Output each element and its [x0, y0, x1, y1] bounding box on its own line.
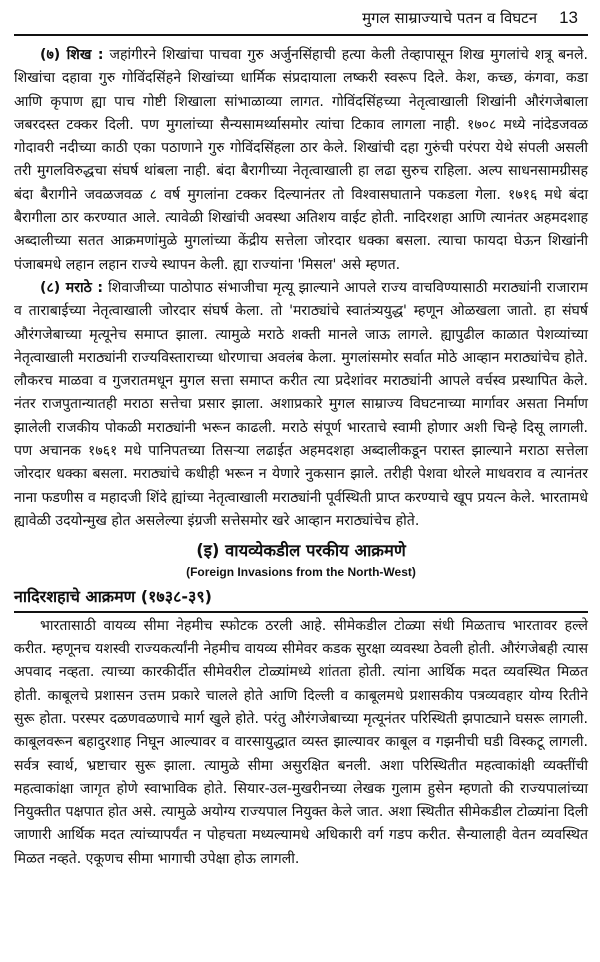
- sikh-lead: (७) शिख :: [40, 47, 104, 63]
- nadir-paragraph: भारतासाठी वायव्य सीमा नेहमीच स्फोटक ठरली आहे. सीमेकडील टोळ्या संधी मिळताच भारतावर हल्ले करीत. म्हणूनच यशस्वी राज्यकर्त्यांनी नेहमीच वायव्य सीमेवर कडक सुरक्षा व्यवस्था ठेवली होती. औरंगजेबही त्यास अपवाद नव्हता. त्याच्या कारकीर्दीत सीमेवरील टोळ्यांमध्ये शांतता होती. त्यांना आर्थिक मदत व्यवस्थित मिळत होती. काबूलचे प्रशासन उत्तम प्रकारे चालले होते आणि दिल्ली व काबूलमधे प्रशासकीय पत्रव्यवहार योग्य रितीने सुरू होता. परस्पर दळणवळणाचे मार्ग खुले होते. परंतु औरंगजेबाच्या मृत्यूनंतर परिस्थिती झपाट्याने घसरू लागली. काबूलवरून बहादुरशाह निघून आल्यावर व वारसायुद्धात व्यस्त झाल्यावर काबूल व गझनीची घडी विस्कटू लागली. सर्वत्र स्वार्थ, भ्रष्टाचार सुरू झाला. त्यामुळे सीमा असुरक्षित बनली. अशा परिस्थितीत महत्वाकांक्षी व्यक्तींची महत्वाकांक्षा जागृत होणे स्वाभाविक होते. सियार-उल-मुखरीनच्या लेखक गुलाम हुसेन म्हणतो की राज्यपालांच्या नियुक्तीत पक्षपात होत असे. त्यामुळे अयोग्य राज्यपाल नियुक्त केले जात. अशा स्थितीत सीमेकडील टोळ्यांना दिली जाणारी आर्थिक मदत त्यांच्यापर्यंत न पोहचता मध्यल्यामधे अधिकारी वर्ग गडप करीत. सैन्यालाही वेतन व्यवस्थित मिळत नव्हते. एकूणच सीमा भागाची उपेक्षा होऊ लागली.: [14, 617, 588, 867]
- running-header: [14, 8, 588, 32]
- nadir-heading-rule: [14, 611, 588, 613]
- running-title: मुगल साम्राज्याचे पतन व विघटन: [362, 9, 538, 27]
- maratha-paragraph: [14, 277, 588, 533]
- header-rule: [14, 34, 588, 36]
- section-heading: (इ) वायव्येकडील परकीय आक्रमणे: [196, 541, 406, 561]
- maratha-text: शिवाजीच्या पाठोपाठ संभाजीचा मृत्यू झाल्याने आपले राज्य वाचविण्यासाठी मराठ्यांनी राजाराम व ताराबाईच्या नेतृत्वाखाली जोरदार संघर्ष केला. तो 'मराठ्यांचे स्वातंत्र्ययुद्ध' म्हणून ओळखला जातो. हा संघर्ष औरंगजेबाच्या मृत्यूनेच समाप्त झाला. त्यामुळे मराठे शक्ती मानले जाऊ लागले. ह्यापुढील काळात पेशव्यांच्या नेतृत्वाखाली मराठ्यांनी राज्यविस्ताराच्या धोरणाचा अवलंब केला. मुगलांसमोर सर्वात मोठे आव्हान मराठ्यांचेच होते. लौकरच माळवा व गुजरातमधून मुगल सत्ता समाप्त करीत त्या प्रदेशांवर मराठ्यांनी आपले वर्चस्व प्रस्थापित केले. नंतर राजपुतान्यातही मराठा सत्तेचा प्रसार झाला. अशाप्रकारे मुगल साम्राज्य विघटनाच्या मार्गावर असता निर्माण झालेली राजकीय पोकळी मराठ्यांनी भरून काढली. मराठे संपूर्ण भारताचे स्वामी होणार अशी चिन्हे दिसू लागली. पण अचानक १७६१ मधे पानिपतच्या तिसऱ्या लढाईत अहमदशहा अब्दालीकडून परास्त झाल्याने मराठा सत्तेला जोरदार धक्का बसला. मराठ्यांचे कधीही भरून न येणारे नुकसान झाले. तरीही पेशवा थोरले माधवराव व त्यानंतर नाना फडणीस व महादजी शिंदे ह्यांच्या नेतृत्वाखाली मराठ्यांनी पूर्वस्थिती प्राप्त करण्याचे खूप प्रयत्न केले. भारतामधे ह्यावेळी उदयोन्मुख होत असलेल्या इंग्रजी सत्तेसमोर खरे आव्हान मराठ्यांचेच होते.: [14, 279, 588, 529]
- page-number: 13: [559, 8, 578, 27]
- sikh-paragraph: [14, 44, 588, 277]
- maratha-lead: (८) मराठे :: [40, 279, 103, 296]
- nadir-heading: नादिरशहाचे आक्रमण (१७३८-३९): [14, 587, 212, 607]
- sikh-text: जहांगीरने शिखांचा पाचवा गुरु अर्जुनसिंहाची हत्या केली तेव्हापासून शिख मुगलांचे शत्रू बनले. शिखांचा दहावा गुरु गोविंदसिंहने शिखांच्या धार्मिक संप्रदायाला लष्करी स्वरूप दिले. केश, कच्छ, कंगवा, कडा आणि कृपाण ह्या पाच गोष्टी शिखाला सांभाळाव्या लागत. गोविंदसिंहच्या नेतृत्वाखाली शिखांनी औरंगजेबाला जबरदस्त टक्कर दिली. पण मुगलांच्या सैन्यसामर्थ्यासमोर त्यांचा टिकाव लागला नाही. १७०८ मध्ये नांदेडजवळ गोदावरी नदीच्या काठी एका पठाणाने गुरु गोविंदसिंहला ठार केले. शिखांची दहा गुरुंची परंपरा येथे संपली असली तरी मुगलविरुद्धचा संघर्ष थांबला नाही. बंदा बैरागीच्या नेतृत्वाखाली हा लढा सुरुच राहिला. अल्प साधनसामग्रीसह बंदा बैरागीने जवळजवळ ८ वर्ष मुगलांना टक्कर दिल्यानंतर तो विश्वासघाताने पकडला गेला. १७१६ मधे बंदा बैरागीला ठार करण्यात आले. त्यावेळी शिखांची अवस्था अतिशय वाईट होती. नादिरशहा आणि त्यानंतर अहमदशाह अब्दालीच्या सतत आक्रमणांमुळे मुगलांच्या केंद्रीय सत्तेला जोरदार धक्का बसला. त्याचा फायदा घेऊन शिखांनी पंजाबमधे लहान लहान राज्ये स्थापन केली. ह्या राज्यांना 'मिसल' असे म्हणत.: [14, 47, 588, 273]
- section-subheading: (Foreign Invasions from the North-West): [186, 565, 416, 580]
